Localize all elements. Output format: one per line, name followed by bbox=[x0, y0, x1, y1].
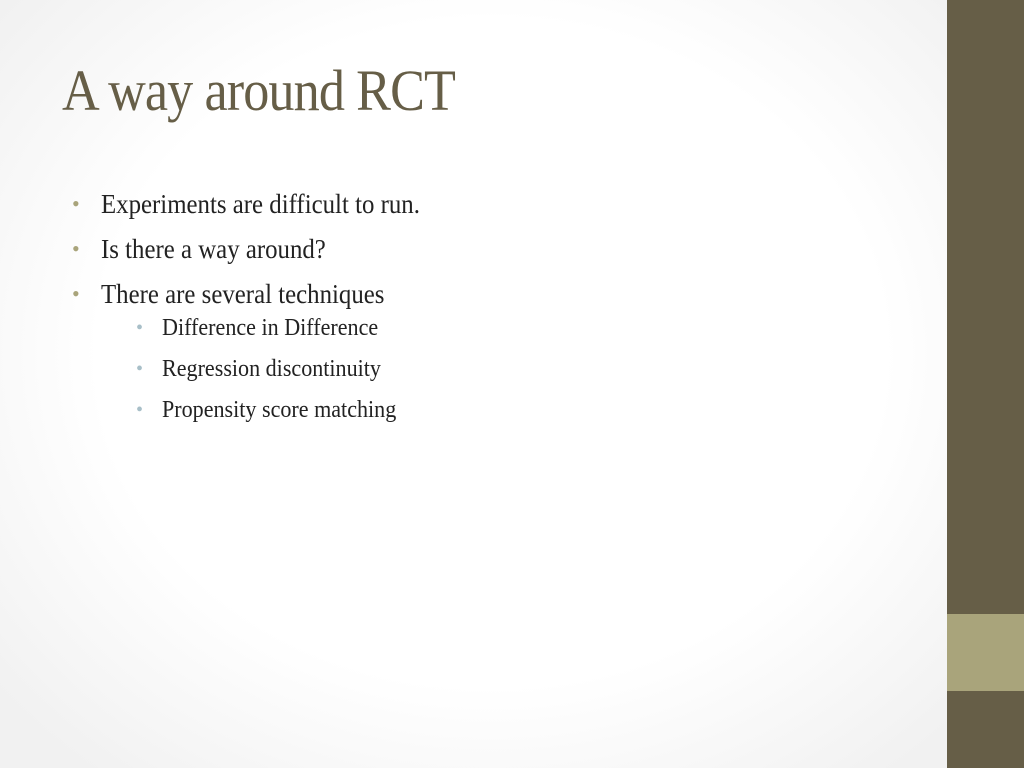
sub-bullet-dot-icon: • bbox=[136, 317, 144, 339]
bullet-dot-icon: • bbox=[72, 281, 80, 306]
sub-bullet-item bbox=[101, 394, 448, 426]
sub-bullet-text: Regression discontinuity bbox=[162, 356, 381, 382]
bullet-item bbox=[72, 276, 448, 426]
sub-bullet-item bbox=[101, 353, 448, 385]
sub-bullet-text: Difference in Difference bbox=[162, 315, 379, 341]
sub-bullet-dot-icon: • bbox=[136, 358, 144, 380]
sub-bullet-list bbox=[101, 312, 448, 426]
bullet-text: Experiments are difficult to run. bbox=[101, 189, 420, 219]
bullet-text: There are several techniques bbox=[101, 279, 385, 309]
bullet-dot-icon: • bbox=[72, 236, 80, 261]
sub-bullet-text: Propensity score matching bbox=[162, 397, 397, 423]
sub-bullet-dot-icon: • bbox=[136, 399, 144, 421]
slide-title: A way around RCT bbox=[62, 58, 456, 123]
side-decoration-accent bbox=[947, 614, 1024, 691]
bullet-item bbox=[72, 186, 448, 222]
bullet-dot-icon: • bbox=[72, 191, 80, 216]
bullet-item bbox=[72, 231, 448, 267]
sub-bullet-item bbox=[101, 312, 448, 344]
bullet-text: Is there a way around? bbox=[101, 234, 326, 264]
bullet-list bbox=[72, 186, 448, 435]
